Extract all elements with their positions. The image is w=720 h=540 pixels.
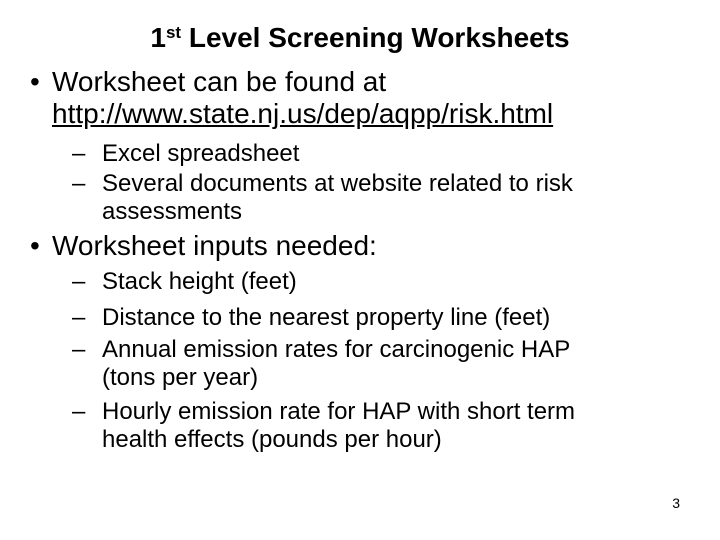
subitem-excel-spreadsheet — [72, 140, 300, 168]
subitem-text: Excel spreadsheet — [102, 140, 300, 167]
bullet-dot: • — [30, 66, 40, 97]
subitem-text-continued: health effects (pounds per hour) — [102, 426, 442, 453]
dash-marker: – — [72, 170, 86, 197]
bullet-text: Worksheet inputs needed: — [52, 230, 377, 261]
bullet-text: Worksheet can be found at — [52, 66, 387, 97]
bullet-worksheet-inputs — [30, 230, 377, 262]
subitem-hourly-emission-rate — [72, 398, 576, 454]
dash-marker: – — [72, 304, 86, 331]
subitem-text-continued: (tons per year) — [102, 364, 259, 391]
subitem-text: Distance to the nearest property line (feet) — [102, 304, 551, 331]
subitem-text: Annual emission rates for carcinogenic HAP — [102, 336, 571, 363]
bullet-worksheet-location — [30, 66, 554, 130]
subitem-stack-height — [72, 268, 297, 296]
dash-marker: – — [72, 336, 86, 363]
dash-marker: – — [72, 140, 86, 167]
dash-marker: – — [72, 398, 86, 425]
subitem-text: Several documents at website related to risk — [102, 170, 573, 197]
dash-marker: – — [72, 268, 86, 295]
subitem-text-continued: assessments — [102, 198, 243, 225]
slide-title — [0, 18, 720, 58]
title-ordinal-suffix: st — [165, 23, 182, 42]
subitem-website-documents — [72, 170, 573, 226]
subitem-annual-emission-rates — [72, 336, 571, 392]
title-text: Level Screening Worksheets — [181, 22, 570, 53]
page-number: 3 — [672, 495, 680, 511]
bullet-dot: • — [30, 230, 40, 261]
title-ordinal-number: 1 — [150, 22, 166, 53]
worksheet-url-link[interactable]: http://www.state.nj.us/dep/aqpp/risk.html — [52, 98, 554, 129]
subitem-property-line-distance — [72, 304, 551, 332]
subitem-text: Stack height (feet) — [102, 268, 297, 295]
subitem-text: Hourly emission rate for HAP with short term — [102, 398, 576, 425]
